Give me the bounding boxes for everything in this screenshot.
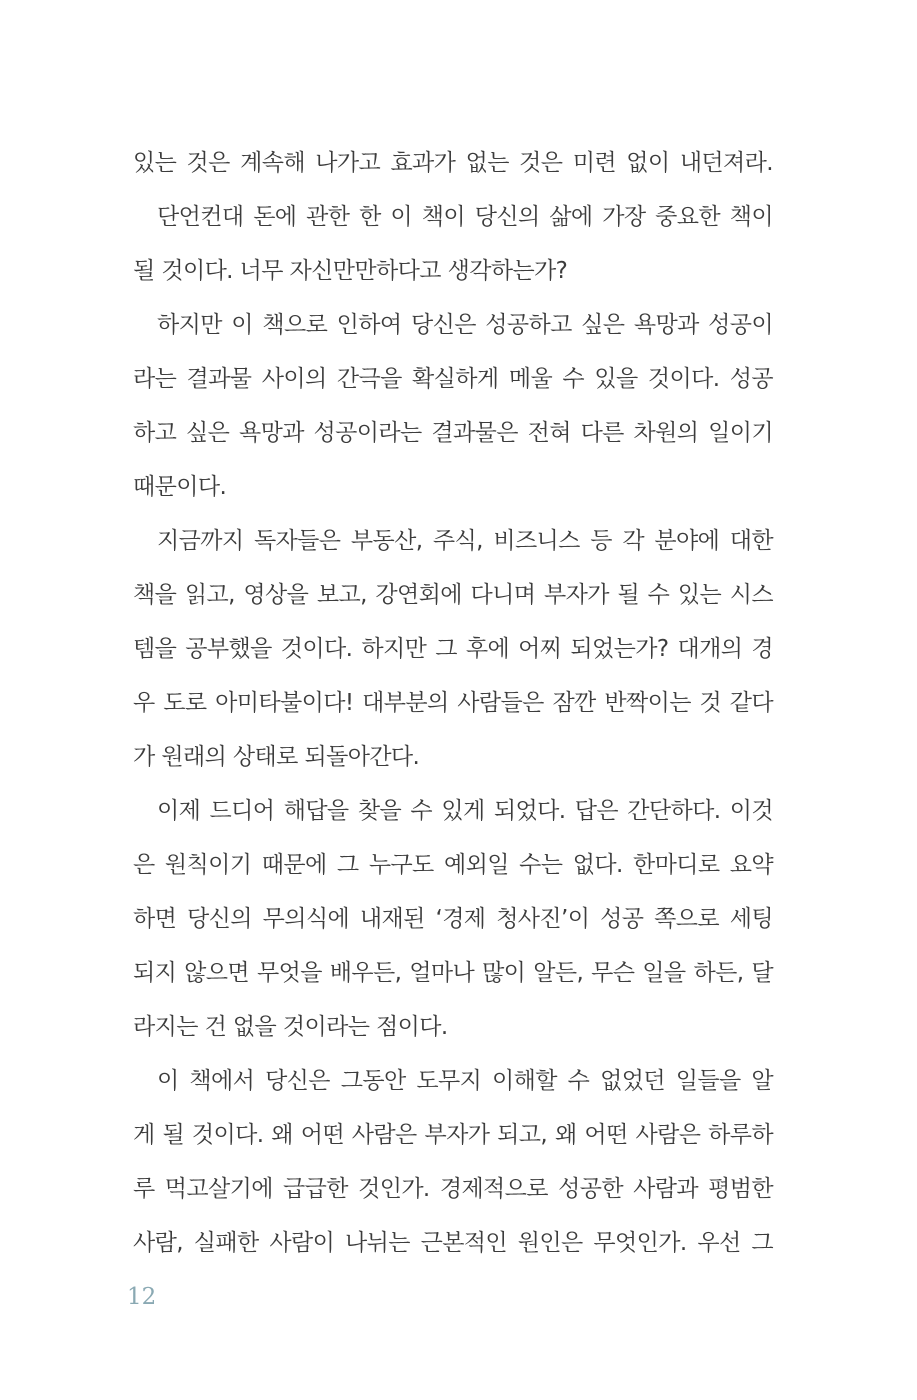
text-line: 하면 당신의 무의식에 내재된 ‘경제 청사진’이 성공 쪽으로 세팅 xyxy=(133,906,773,932)
text-line: 라는 결과물 사이의 간극을 확실하게 메울 수 있을 것이다. 성공 xyxy=(133,366,773,392)
text-line: 게 될 것이다. 왜 어떤 사람은 부자가 되고, 왜 어떤 사람은 하루하 xyxy=(133,1122,773,1148)
text-line: 라지는 건 없을 것이라는 점이다. xyxy=(133,1014,448,1040)
text-line: 지금까지 독자들은 부동산, 주식, 비즈니스 등 각 분야에 대한 xyxy=(157,528,773,554)
text-line: 우 도로 아미타불이다! 대부분의 사람들은 잠깐 반짝이는 것 같다 xyxy=(133,690,773,716)
page-number: 12 xyxy=(127,1284,157,1310)
body-text xyxy=(133,140,773,1274)
text-line: 때문이다. xyxy=(133,474,227,500)
text-line: 되지 않으면 무엇을 배우든, 얼마나 많이 알든, 무슨 일을 하든, 달 xyxy=(133,960,773,986)
text-line: 사람, 실패한 사람이 나뉘는 근본적인 원인은 무엇인가. 우선 그 xyxy=(133,1230,773,1256)
text-line: 단언컨대 돈에 관한 한 이 책이 당신의 삶에 가장 중요한 책이 xyxy=(157,204,773,230)
text-line: 하고 싶은 욕망과 성공이라는 결과물은 전혀 다른 차원의 일이기 xyxy=(133,420,773,446)
text-line: 루 먹고살기에 급급한 것인가. 경제적으로 성공한 사람과 평범한 xyxy=(133,1176,773,1202)
text-line: 책을 읽고, 영상을 보고, 강연회에 다니며 부자가 될 수 있는 시스 xyxy=(133,582,773,608)
text-line: 이 책에서 당신은 그동안 도무지 이해할 수 없었던 일들을 알 xyxy=(157,1068,773,1094)
text-line: 이제 드디어 해답을 찾을 수 있게 되었다. 답은 간단하다. 이것 xyxy=(157,798,773,824)
text-line: 될 것이다. 너무 자신만만하다고 생각하는가? xyxy=(133,258,568,284)
text-line: 하지만 이 책으로 인하여 당신은 성공하고 싶은 욕망과 성공이 xyxy=(157,312,773,338)
text-line: 템을 공부했을 것이다. 하지만 그 후에 어찌 되었는가? 대개의 경 xyxy=(133,636,773,662)
text-line: 가 원래의 상태로 되돌아간다. xyxy=(133,744,420,770)
text-line: 있는 것은 계속해 나가고 효과가 없는 것은 미련 없이 내던져라. xyxy=(133,150,773,176)
text-line: 은 원칙이기 때문에 그 누구도 예외일 수는 없다. 한마디로 요약 xyxy=(133,852,773,878)
